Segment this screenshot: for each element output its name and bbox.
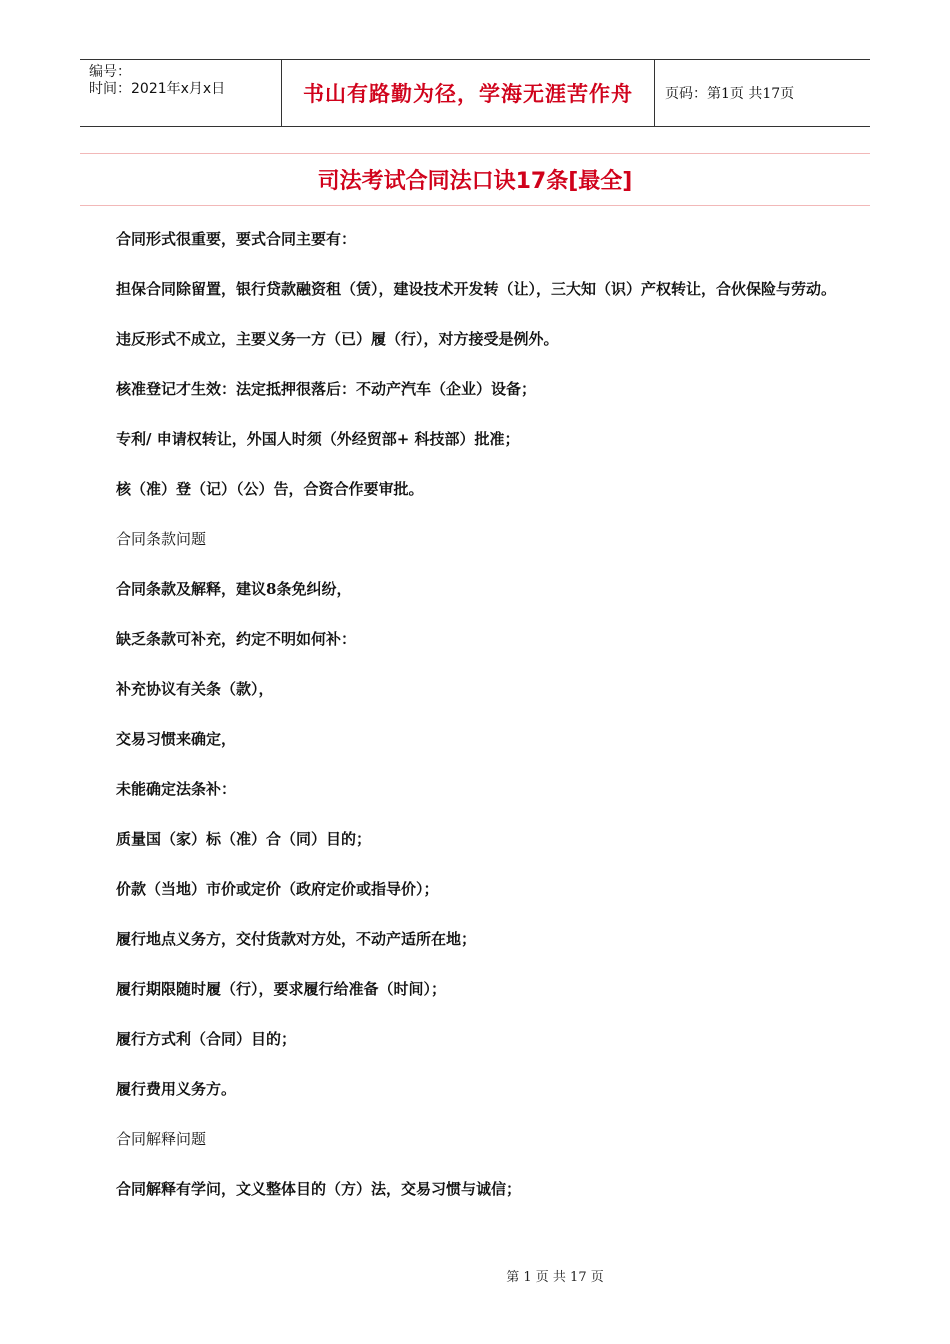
- page-footer: 第 1 页 共 17 页: [506, 1270, 604, 1285]
- time-label: 时间：2021年x月x日: [89, 81, 226, 97]
- paragraph: 未能确定法条补：: [116, 780, 237, 798]
- header-table: [80, 59, 870, 127]
- header-motto: 书山有路勤为径，学海无涯苦作舟: [282, 60, 655, 126]
- document-body: [80, 228, 870, 1228]
- paragraph: 担保合同除留置，银行贷款融资租（赁），建设技术开发转（让），三大知（识）产权转让，合伙保险与劳动。: [116, 280, 837, 298]
- paragraph: 价款（当地）市价或定价（政府定价或指导价）；: [116, 880, 439, 898]
- document-title: 司法考试合同法口诀17条[最全]: [80, 153, 870, 206]
- header-meta-cell: [80, 60, 282, 126]
- paragraph: 补充协议有关条（款），: [116, 680, 274, 698]
- paragraph: 核准登记才生效：法定抵押很落后：不动产汽车（企业）设备；: [116, 380, 537, 398]
- paragraph: 履行地点义务方，交付货款对方处，不动产适所在地；: [116, 930, 477, 948]
- paragraph: 履行方式利（合同）目的；: [116, 1030, 297, 1048]
- section-heading: 合同解释问题: [116, 1130, 207, 1148]
- paragraph: 履行期限随时履（行），要求履行给准备（时间）；: [116, 980, 447, 998]
- paragraph: 履行费用义务方。: [116, 1080, 237, 1098]
- paragraph: 质量国（家）标（准）合（同）目的；: [116, 830, 372, 848]
- number-label: 编号：: [89, 64, 131, 80]
- header-page-info: 页码：第1页 共17页: [665, 86, 795, 102]
- paragraph: 合同条款及解释，建议8条免纠纷，: [116, 580, 352, 598]
- section-heading: 合同条款问题: [116, 530, 207, 548]
- paragraph: 缺乏条款可补充，约定不明如何补：: [116, 630, 357, 648]
- paragraph: 违反形式不成立，主要义务一方（已）履（行），对方接受是例外。: [116, 330, 559, 348]
- paragraph: 交易习惯来确定，: [116, 730, 237, 748]
- paragraph: 核（准）登（记）（公）告，合资合作要审批。: [116, 480, 424, 498]
- paragraph: 合同形式很重要，要式合同主要有：: [116, 230, 357, 248]
- paragraph: 专利/ 申请权转让，外国人时须（外经贸部+ 科技部）批准；: [116, 430, 520, 448]
- paragraph: 合同解释有学问，文义整体目的（方）法，交易习惯与诚信；: [116, 1180, 522, 1198]
